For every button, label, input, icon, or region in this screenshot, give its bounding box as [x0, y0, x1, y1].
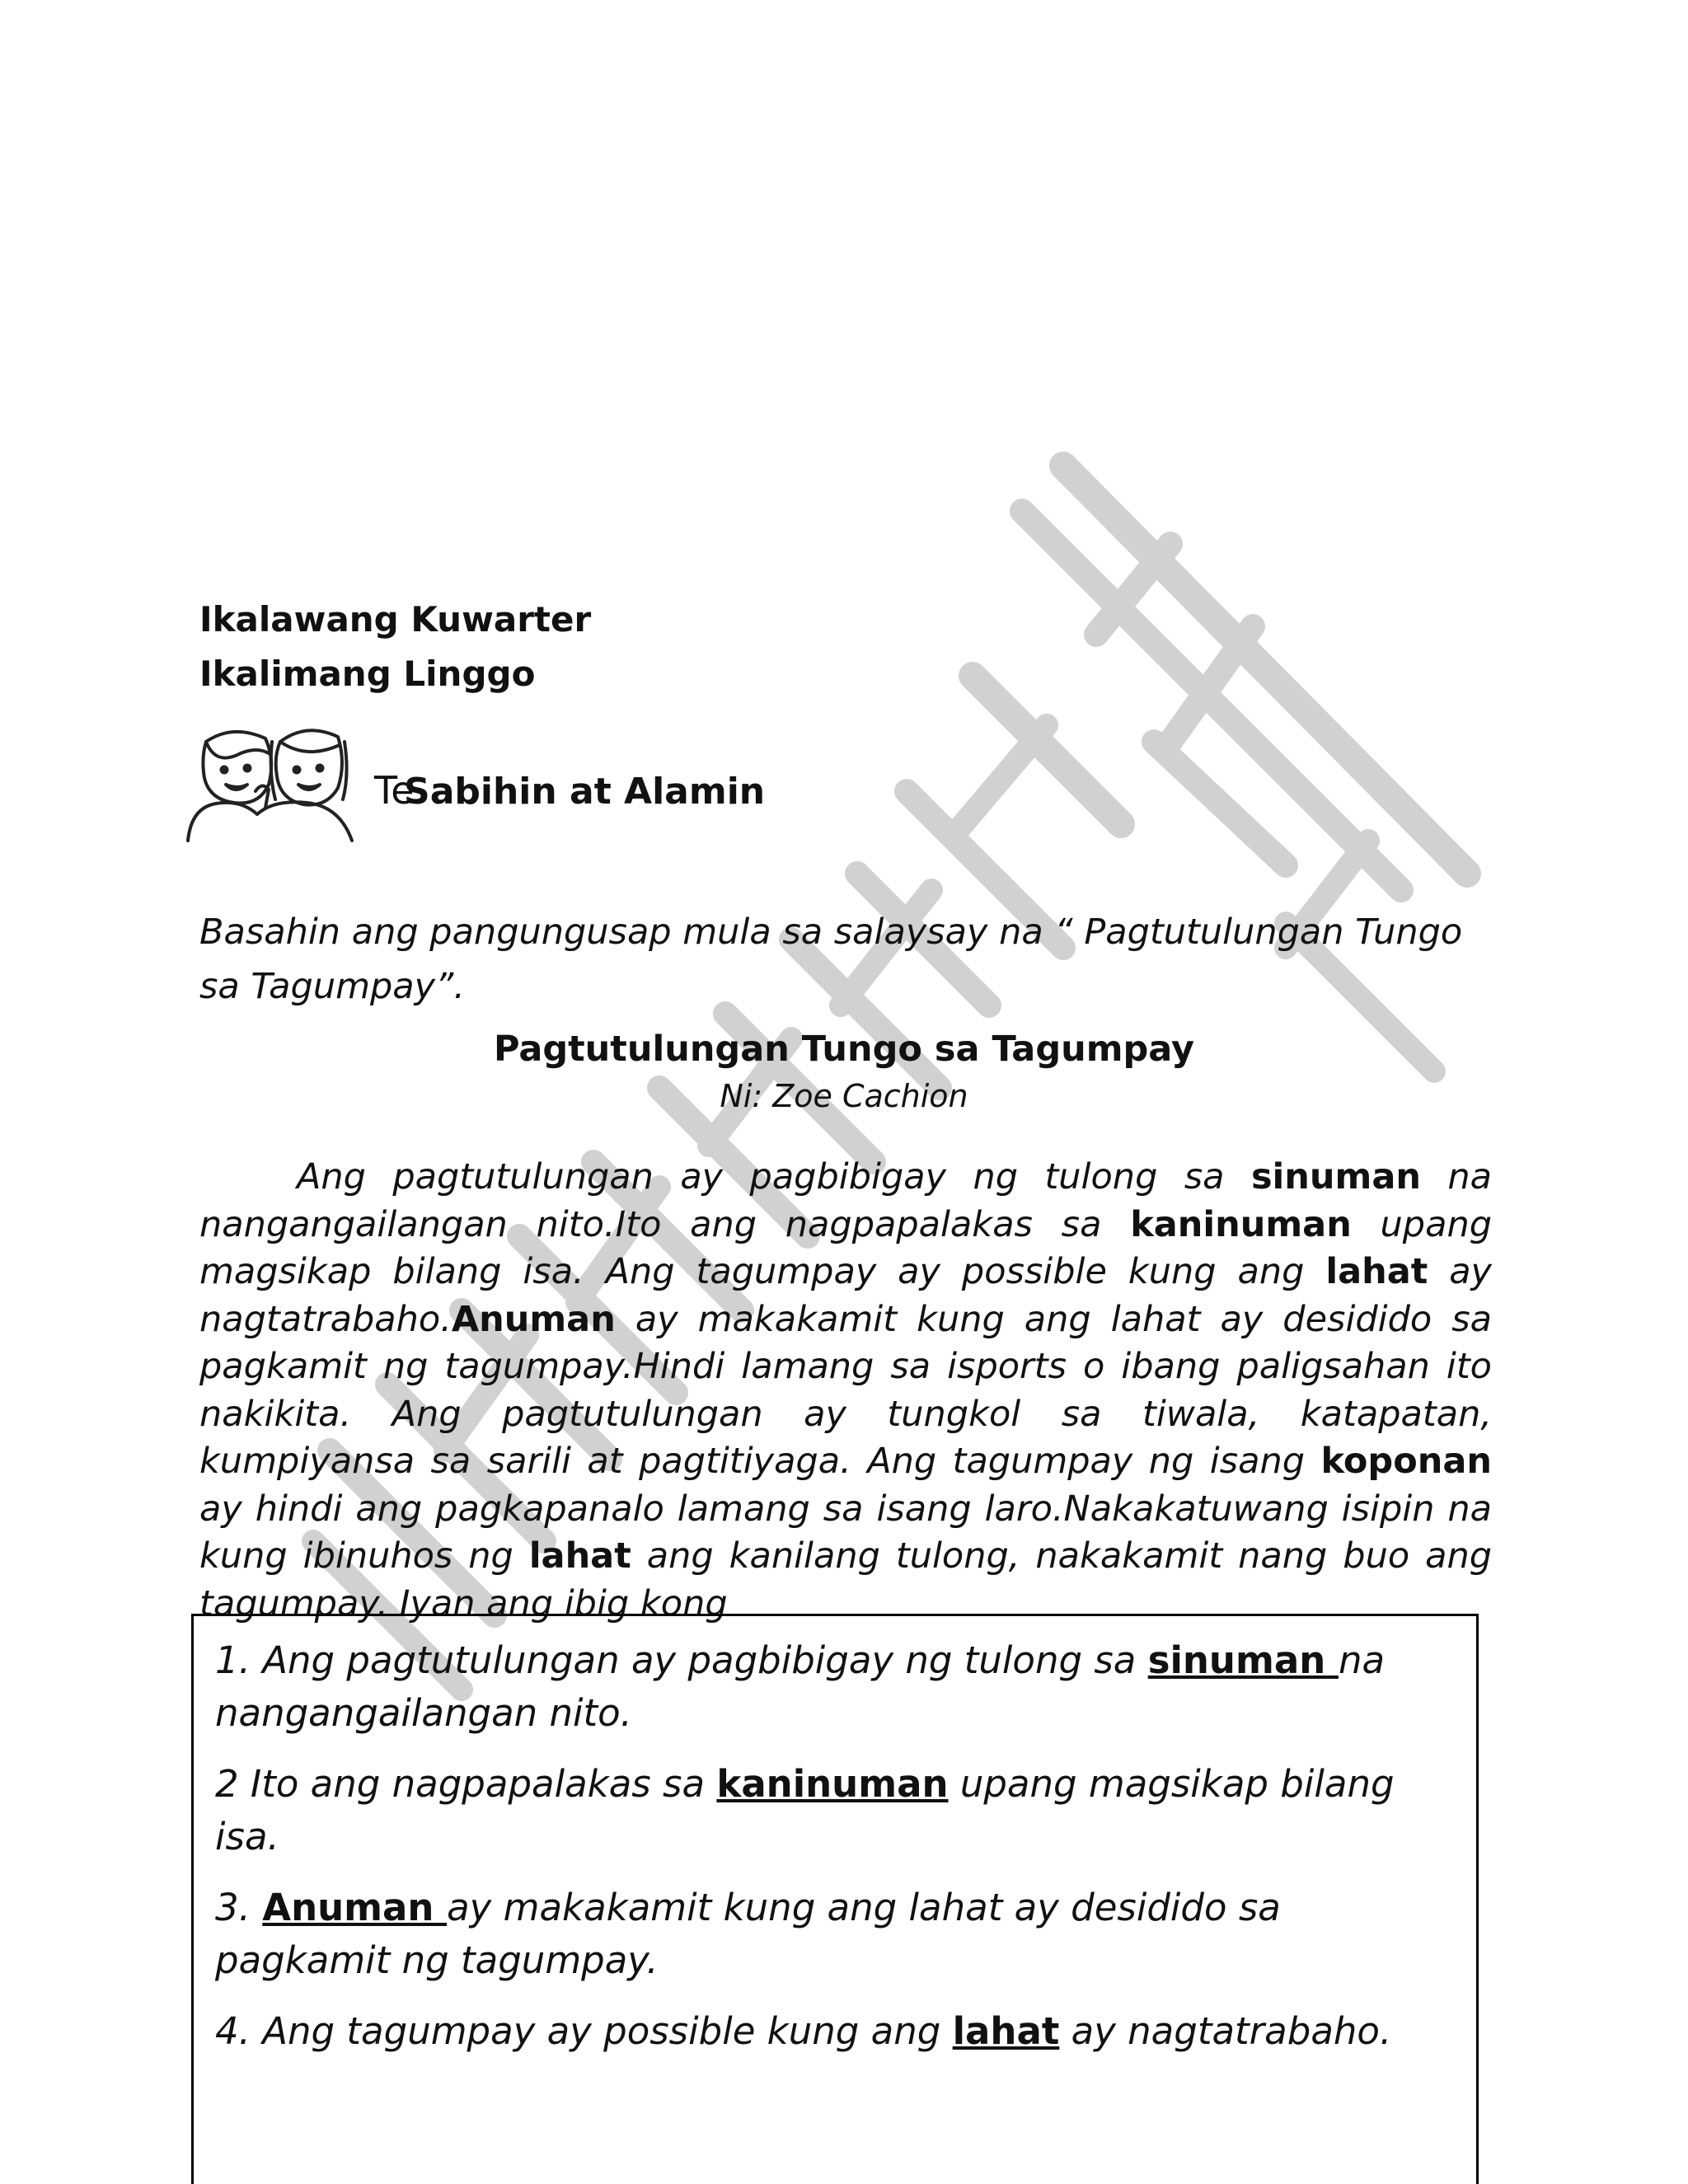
- section-label: [374, 768, 765, 813]
- story-text: ang kanilang tulong, nakakamit nang buo ang tagumpay. Iyan ang ibig kong: [199, 1535, 1492, 1624]
- section-label-text: Sabihin at Alamin: [404, 771, 766, 813]
- sentence-item: [215, 2005, 1451, 2058]
- story-text: ay nagtatrabaho.: [199, 1251, 1492, 1340]
- sentence-text: 2 Ito ang nagpapalakas sa: [215, 1762, 717, 1806]
- story-text: ay hindi ang pagkapanalo lamang sa isang laro.Nakakatuwang isipin na kung ibinuhos ng: [199, 1488, 1492, 1577]
- sentence-item: [215, 1758, 1451, 1863]
- keyword: lahat: [1325, 1251, 1428, 1292]
- keyword: sinuman: [1250, 1156, 1421, 1197]
- story-paragraph: [199, 1154, 1492, 1628]
- sentence-text: ay makakamit kung ang lahat ay desidido sa pagkamit ng tagumpay.: [215, 1886, 1281, 1982]
- story-passage: [199, 1154, 1492, 1624]
- quarter-heading: Ikalawang Kuwarter: [199, 599, 592, 640]
- sentence-text: 1. Ang pagtutulungan ay pagbibigay ng tulong sa: [215, 1638, 1148, 1682]
- keyword: kaninuman: [1130, 1203, 1352, 1245]
- story-author: Ni: Zoe Cachion: [720, 1078, 968, 1114]
- section-label-fragment: Te: [374, 768, 415, 813]
- story-text: ay makakamit kung ang lahat ay desidido sa pagkamit ng tagumpay.Hindi lamang sa isports o ibang paligsahan ito nakikita. Ang pagtutulungan ay tungkol sa tiwala, katapatan, kumpiyansa sa sarili at pagtitiyaga. Ang tagumpay ng isang: [199, 1298, 1492, 1482]
- sentence-item: [215, 1634, 1451, 1740]
- keyword: lahat: [528, 1535, 631, 1577]
- keyword: koponan: [1320, 1441, 1492, 1482]
- story-text: upang magsikap bilang isa. Ang tagumpay ay possible kung ang: [199, 1203, 1492, 1292]
- underlined-keyword: Anuman: [262, 1886, 448, 1929]
- keyword: Anuman: [451, 1298, 616, 1340]
- underlined-keyword: lahat: [952, 2009, 1060, 2053]
- sentence-item: [215, 1882, 1451, 1987]
- story-text: Ang pagtutulungan ay pagbibigay ng tulong sa: [297, 1156, 1251, 1197]
- sentence-text: 3.: [215, 1886, 263, 1929]
- two-children-talking-icon: [183, 717, 389, 849]
- week-heading: Ikalimang Linggo: [199, 654, 536, 694]
- reading-instruction: Basahin ang pangungusap mula sa salaysay na “ Pagtutulungan Tungo sa Tagumpay”.: [199, 912, 1463, 1007]
- underlined-keyword: sinuman: [1147, 1638, 1339, 1682]
- sentences-box: [191, 1614, 1479, 2184]
- sentence-text: 4. Ang tagumpay ay possible kung ang: [215, 2009, 953, 2053]
- underlined-keyword: kaninuman: [716, 1762, 949, 1806]
- sentence-text: na nangangailangan nito.: [215, 1638, 1386, 1735]
- story-text: na nangangailangan nito.Ito ang nagpapalakas sa: [199, 1156, 1492, 1245]
- story-title: Pagtutulungan Tungo sa Tagumpay: [493, 1029, 1195, 1070]
- sentence-text: ay nagtatrabaho.: [1059, 2009, 1392, 2053]
- sentence-text: upang magsikap bilang isa.: [215, 1762, 1395, 1858]
